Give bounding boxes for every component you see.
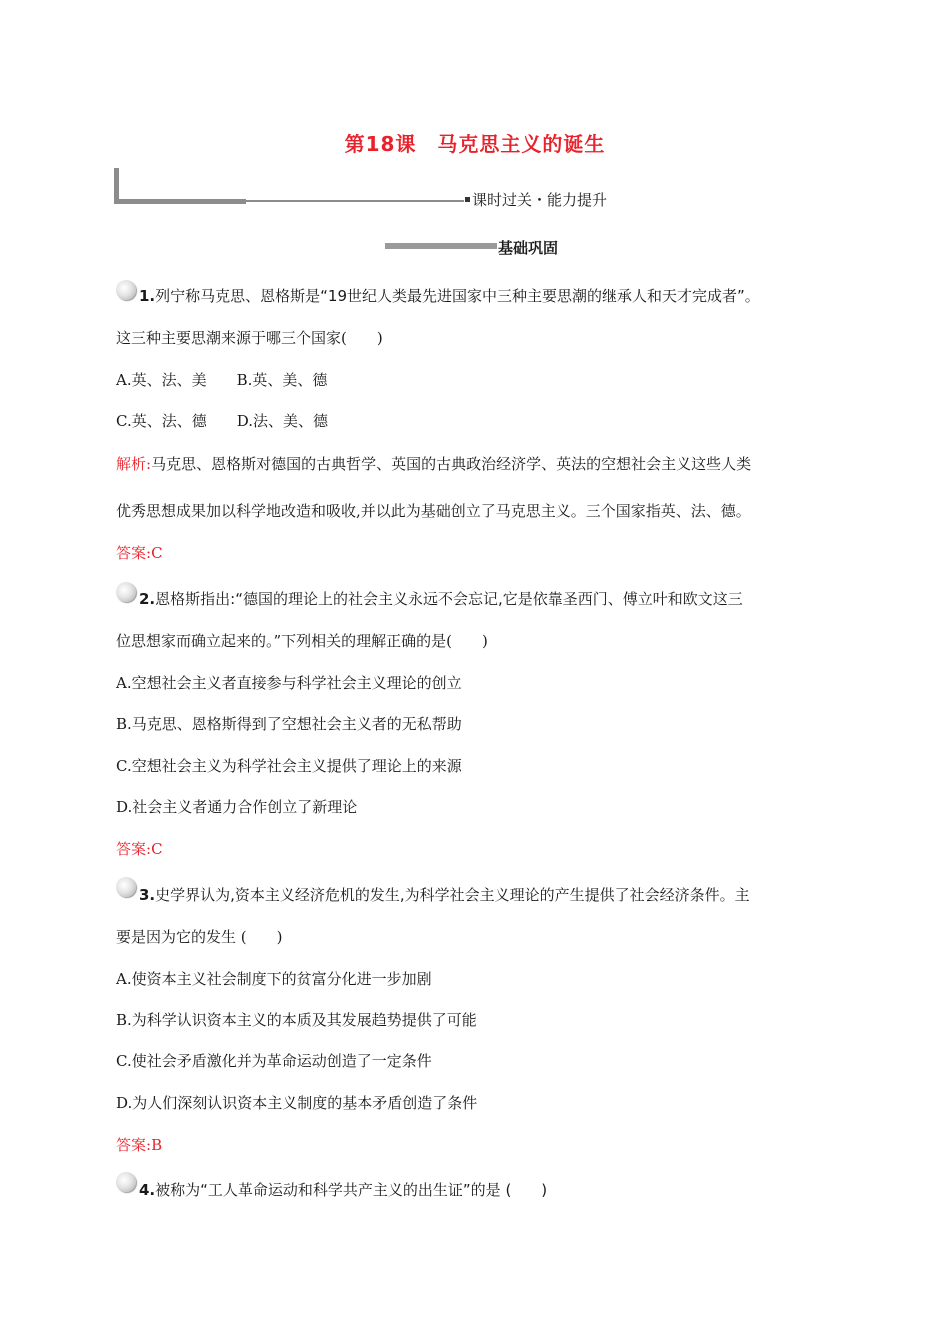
question-3-line-1 (139, 884, 750, 905)
question-stem: 被称为“工人革命运动和科学共产主义的出生证”的是 ( ) (155, 1181, 548, 1199)
answer-label: 答案: (116, 1136, 152, 1154)
question-3-option-c: C.使社会矛盾激化并为革命运动创造了一定条件 (116, 1052, 432, 1070)
question-1-analysis-line-1 (116, 453, 751, 474)
answer-label: 答案: (116, 840, 152, 858)
question-2-line-2: 位思想家而确立起来的。”下列相关的理解正确的是( ) (116, 632, 488, 650)
answer-value: C (151, 840, 163, 858)
question-stem: 史学界认为,资本主义经济危机的发生,为科学社会主义理论的产生提供了社会经济条件。主 (155, 886, 750, 904)
question-2-option-d: D.社会主义者通力合作创立了新理论 (116, 798, 358, 816)
question-number: 3. (139, 886, 156, 904)
section-title: 基础巩固 (498, 239, 559, 257)
question-2-option-a: A.空想社会主义者直接参与科学社会主义理论的创立 (116, 674, 462, 692)
question-marker-icon (116, 1172, 136, 1192)
question-marker-icon (116, 877, 136, 897)
question-2-answer (116, 838, 163, 859)
answer-value: C (151, 544, 163, 562)
question-2-option-c: C.空想社会主义为科学社会主义提供了理论上的来源 (116, 757, 462, 775)
question-4-line-1 (139, 1179, 547, 1200)
question-1-line-1 (139, 285, 760, 306)
question-3-option-a: A.使资本主义社会制度下的贫富分化进一步加剧 (116, 970, 432, 988)
question-1-options-row-2: C.英、法、德 D.法、美、德 (116, 412, 328, 430)
question-stem: 列宁称马克思、恩格斯是“19世纪人类最先进国家中三种主要思潮的继承人和天才完成者”。 (155, 287, 760, 305)
analysis-label: 解析: (116, 455, 152, 473)
answer-label: 答案: (116, 544, 152, 562)
page-title: 第18课 马克思主义的诞生 (344, 132, 606, 156)
question-marker-icon (116, 280, 136, 300)
analysis-text: 马克思、恩格斯对德国的古典哲学、英国的古典政治经济学、英法的空想社会主义这些人类 (151, 455, 752, 473)
question-2-option-b: B.马克思、恩格斯得到了空想社会主义者的无私帮助 (116, 715, 462, 733)
question-3-option-b: B.为科学认识资本主义的本质及其发展趋势提供了可能 (116, 1011, 477, 1029)
header-label: 课时过关・能力提升 (472, 191, 608, 209)
question-1-answer (116, 542, 163, 563)
header-vertical-bar (114, 168, 119, 202)
question-1-line-2: 这三种主要思潮来源于哪三个国家( ) (116, 329, 383, 347)
header-bullet (465, 197, 470, 202)
question-3-answer (116, 1134, 162, 1155)
section-bar (385, 243, 497, 249)
question-number: 4. (139, 1181, 156, 1199)
question-marker-icon (116, 582, 136, 602)
question-1-analysis-line-2: 优秀思想成果加以科学地改造和吸收,并以此为基础创立了马克思主义。三个国家指英、法、德。 (116, 502, 751, 520)
question-stem: 恩格斯指出:“德国的理论上的社会主义永远不会忘记,它是依靠圣西门、傅立叶和欧文这三 (155, 590, 743, 608)
question-1-options-row-1: A.英、法、美 B.英、美、德 (116, 371, 328, 389)
question-2-line-1 (139, 588, 743, 609)
question-3-line-2: 要是因为它的发生 ( ) (116, 928, 283, 946)
question-number: 1. (139, 287, 156, 305)
question-3-option-d: D.为人们深刻认识资本主义制度的基本矛盾创造了条件 (116, 1094, 478, 1112)
header-thick-rule (114, 199, 246, 204)
answer-value: B (151, 1136, 163, 1154)
header-thin-rule (246, 200, 464, 202)
question-number: 2. (139, 590, 156, 608)
